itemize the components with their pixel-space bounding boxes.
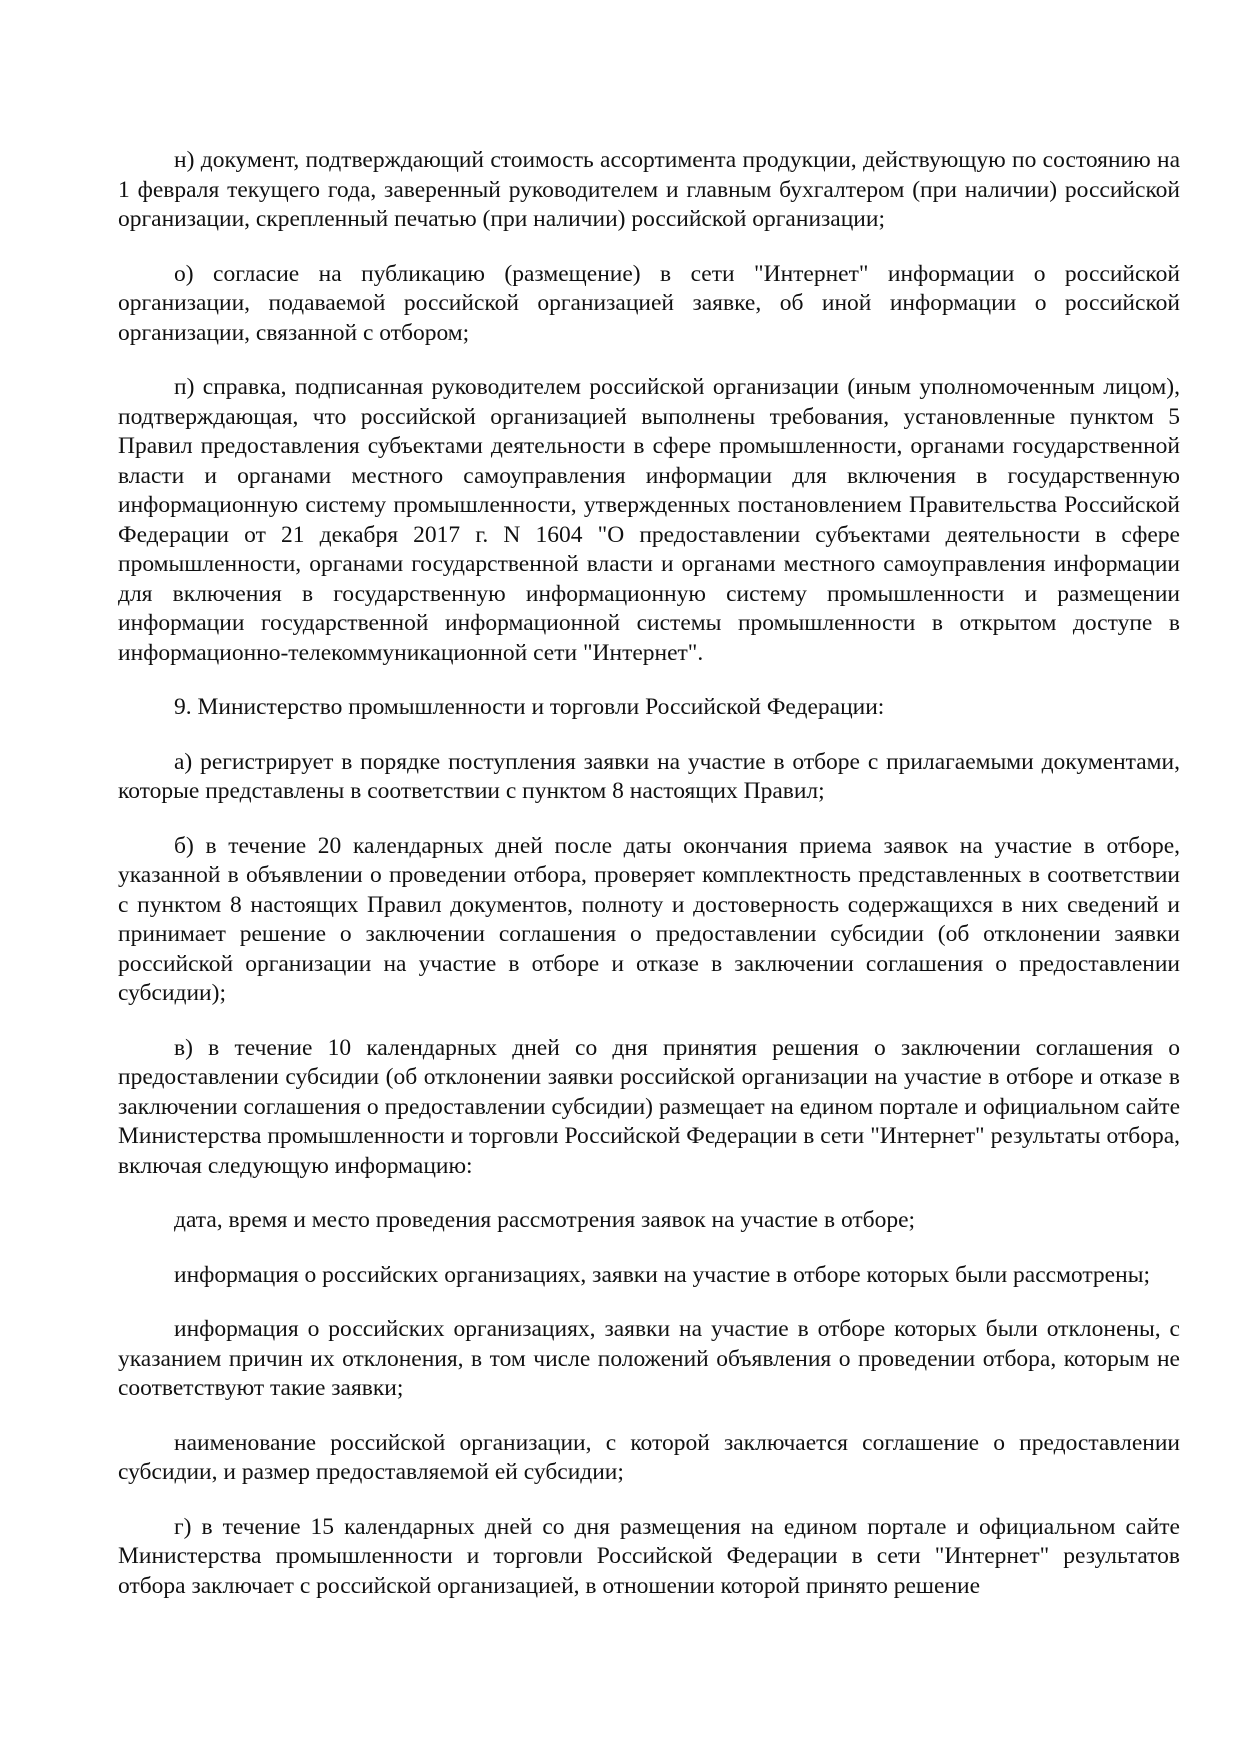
paragraph-v-item-1: дата, время и место проведения рассмотрения заявок на участие в отборе; <box>174 1207 916 1233</box>
paragraph-9: 9. Министерство промышленности и торговли Российской Федерации: <box>174 694 885 720</box>
document-body <box>118 146 1180 1626</box>
paragraph-n: н) документ, подтверждающий стоимость ассортимента продукции, действующую по состоянию на 1 февраля текущего года, заверенный руководителем и главным бухгалтером (при наличии) российской организации, скрепленный печатью (при наличии) российской организации; <box>118 147 1180 232</box>
paragraph-b: б) в течение 20 календарных дней после даты окончания приема заявок на участие в отборе, указанной в объявлении о проведении отбора, проверяет комплектность представленных в соответствии с пунктом 8 настоящих Правил документов, полноту и достоверность содержащихся в них сведений и принимает решение о заключении соглашения о предоставлении субсидии (об отклонении заявки российской организации на участие в отборе и отказе в заключении соглашения о предоставлении субсидии); <box>118 832 1180 1006</box>
paragraph-v: в) в течение 10 календарных дней со дня принятия решения о заключении соглашения о предоставлении субсидии (об отклонении заявки российской организации на участие в отборе и отказе в заключении соглашения о предоставлении субсидии) размещает на едином портале и официальном сайте Министерства промышленности и торговли Российской Федерации в сети "Интернет" результаты отбора, включая следующую информацию: <box>118 1034 1180 1179</box>
paragraph-v-item-2: информация о российских организациях, заявки на участие в отборе которых были рассмотрены; <box>174 1261 1151 1288</box>
paragraph-a: а) регистрирует в порядке поступления заявки на участие в отборе с прилагаемыми документами, которые представлены в соответствии с пунктом 8 настоящих Правил; <box>118 748 1180 804</box>
paragraph-g: г) в течение 15 календарных дней со дня размещения на едином портале и официальном сайте Министерства промышленности и торговли Российской Федерации в сети "Интернет" результатов отбора заключает с российской организацией, в отношении которой принято решение <box>118 1513 1180 1599</box>
paragraph-v-item-4: наименование российской организации, с которой заключается соглашение о предоставлении субсидии, и размер предоставляемой ей субсидии; <box>118 1429 1180 1485</box>
paragraph-v-item-3: информация о российских организациях, заявки на участие в отборе которых были отклонены, с указанием причин их отклонения, в том числе положений объявления о проведении отбора, которым не соответствуют такие заявки; <box>118 1316 1180 1401</box>
paragraph-p: п) справка, подписанная руководителем российской организации (иным уполномоченным лицом), подтверждающая, что российской организацией выполнены требования, установленные пунктом 5 Правил предоставления субъектами деятельности в сфере промышленности, органами государственной власти и органами местного самоуправления информации для включения в государственную информационную систему промышленности, утвержденных постановлением Правительства Российской Федерации от 21 декабря 2017 г. N 1604 "О предоставлении субъектами деятельности в сфере промышленности, органами государственной власти и органами местного самоуправления информации для включения в государственную информационную систему промышленности и размещении информации государственной информационной системы промышленности в открытом доступе в информационно-телекоммуникационной сети "Интернет". <box>118 374 1180 666</box>
paragraph-o: о) согласие на публикацию (размещение) в сети "Интернет" информации о российской организации, подаваемой российской организацией заявке, об иной информации о российской организации, связанной с отбором; <box>118 260 1180 346</box>
